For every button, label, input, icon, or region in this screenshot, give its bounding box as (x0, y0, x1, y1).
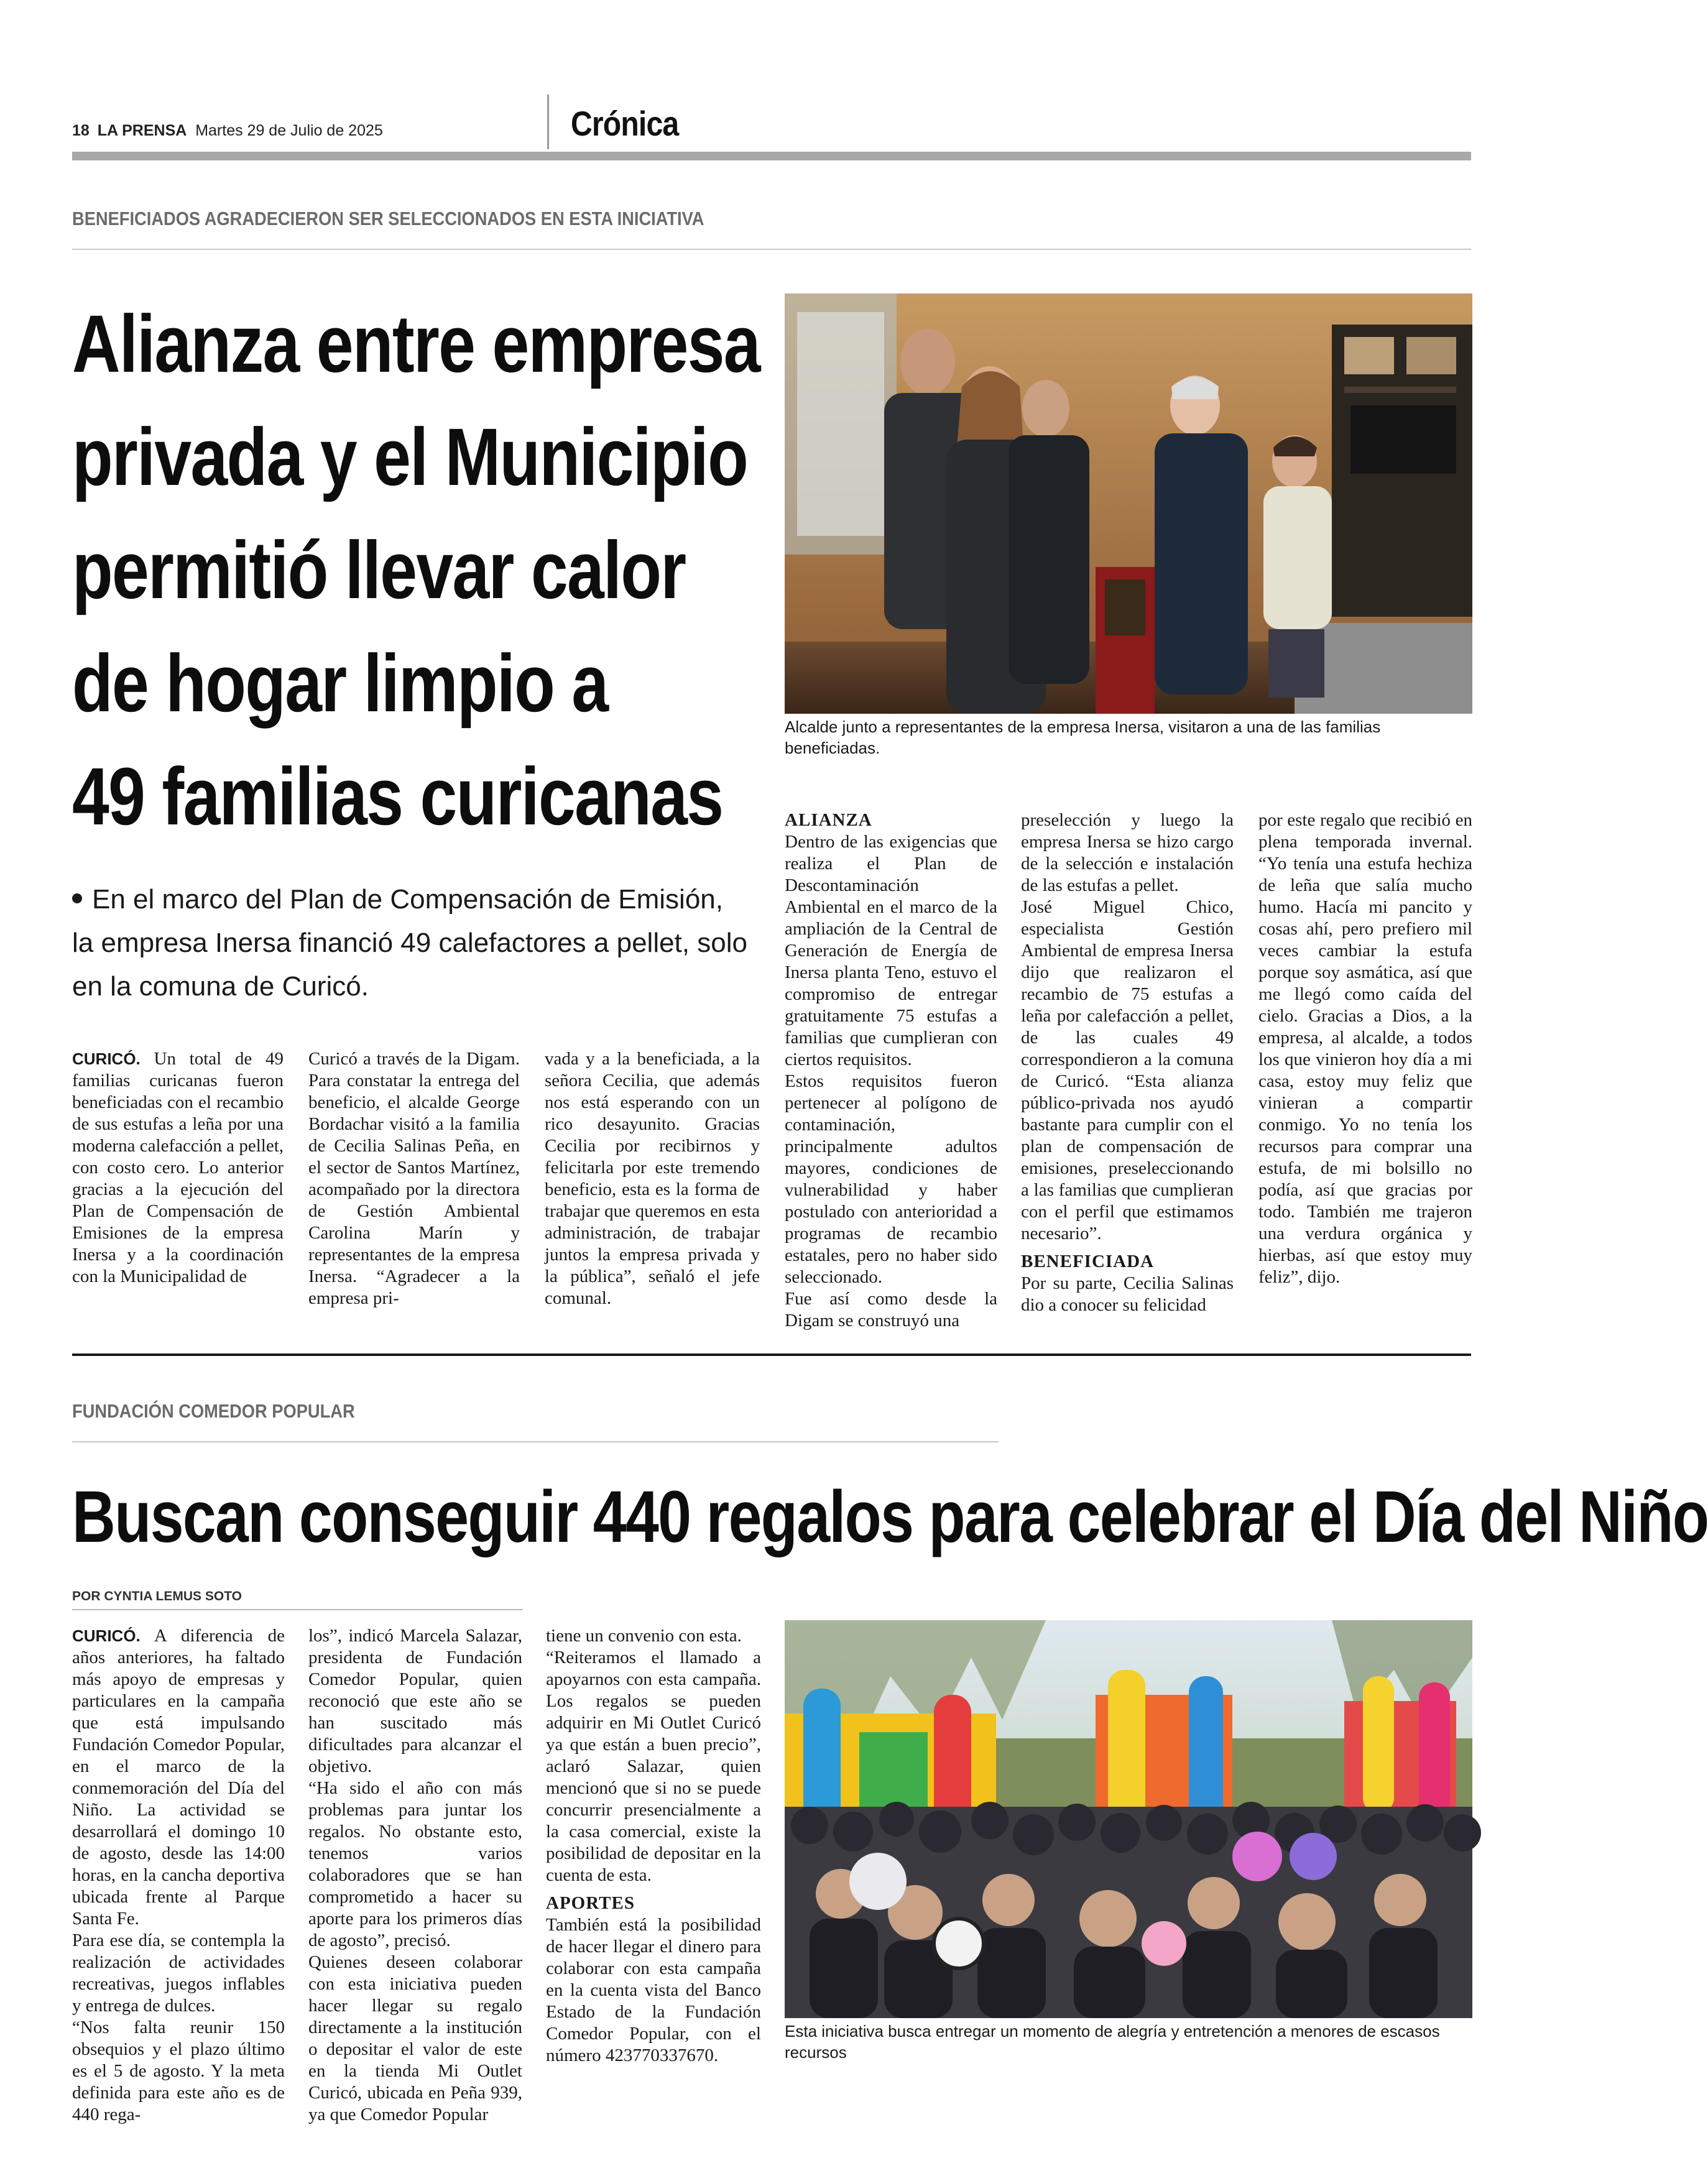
article1-kicker: BENEFICIADOS AGRADECIERON SER SELECCIONADOS EN ESTA INICIATIVA (72, 208, 704, 229)
article-divider (72, 1353, 1471, 1356)
paragraph: vada y a la beneficiada, a la señora Cecilia, que además nos está esperando con un rico desayunito. Gracias Cecilia por recibirnos y felicitarla por este tremendo beneficio, esta es la forma de trabajar que queremos en esta administración, de trabajar juntos la empresa privada y la pública”, señaló el jefe comunal. (545, 1049, 760, 1308)
article1-column-6 (1258, 809, 1472, 1288)
article1-dateline: CURICÓ. (72, 1049, 141, 1068)
article1-photo (785, 293, 1472, 714)
issue-date: Martes 29 de Julio de 2025 (195, 122, 383, 139)
paragraph: Para ese día, se contempla la realización de actividades recreativas, juegos inflables y entrega de dulces. (72, 1930, 285, 2016)
article1-caption: Alcalde junto a representantes de la empresa Inersa, visitaron a una de las familias beneficiadas. (785, 717, 1381, 757)
publication-name: LA PRENSA (97, 122, 187, 139)
paragraph: tiene un convenio con esta. (546, 1626, 742, 1646)
article2-photo-illustration (785, 1620, 1472, 2018)
article1-lead (72, 878, 750, 1008)
paragraph: Curicó a través de la Digam. Para constatar la entrega del beneficio, el alcalde George Bordachar visitó a la familia de Cecilia Salinas Peña, en el sector de Santos Martínez, acompañado por la directora de Gestión Ambiental Carolina Marín y representantes de la empresa Inersa. “Agradecer a la empresa pri- (308, 1049, 520, 1308)
article2-byline: POR CYNTIA LEMUS SOTO (72, 1589, 242, 1603)
masthead-separator (547, 95, 549, 149)
article1-column-1 (72, 1048, 284, 1288)
paragraph: “Reiteramos el llamado a apoyarnos con esta campaña. Los regalos se pueden adquirir en Mi Outlet Curicó ya que están a buen precio”, aclaró Salazar, quien mencionó que si no se puede concurrir presencialmente a la casa comercial, existe la posibilidad de depositar en la cuenta de esta. (546, 1648, 761, 1885)
paragraph: “Ha sido el año con más problemas para juntar los regalos. No obstante esto, tenemos varios colaboradores que se han comprometido a hacer su aporte para los primeros días de agosto”, precisó. (308, 1778, 522, 1950)
headline-line: permitió llevar calor (72, 524, 686, 616)
headline-line: privada y el Municipio (72, 411, 748, 502)
paragraph: Dentro de las exigencias que realiza el Plan de Descontaminación Ambiental en el marco de la ampliación de la Central de Generación de Energía de Inersa planta Teno, estuvo el compromiso de entregar gratuitamente 75 estufas a familias que cumplieran con ciertos requisitos. (785, 832, 997, 1069)
paragraph: José Miguel Chico, especialista Gestión Ambiental de empresa Inersa dijo que realizaron el recambio de 75 estufas a leña por calefacción a pellet, de las cuales 49 correspondieron a la comuna de Curicó. “Esta alianza público-privada nos ayudó bastante para cumplir con el plan de compensación de emisiones, preseleccionando a las familias que cumplieran con el perfil que estimamos necesario”. (1021, 897, 1234, 1243)
paragraph: por este regalo que recibió en plena temporada invernal. “Yo tenía una estufa hechiza de leña que salía mucho humo. Hacía mi pancito y cosas ahí, pero prefiero mil veces cambiar la estufa porque soy asmática, así que me llegó como caída del cielo. Gracias a Dios, a la empresa, al alcalde, a todos los que vinieron hoy día a mi casa, estoy muy feliz que vinieran a compartir conmigo. Yo no tenía los recursos para comprar una estufa, de mi bolsillo no podía, así que gracias por todo. También me trajeron una verdura orgánica y hierbas, así que estoy muy feliz”, dijo. (1258, 810, 1472, 1287)
article2-caption: Esta iniciativa busca entregar un momento de alegría y entretención a menores de escasos recursos (785, 2022, 1440, 2062)
paragraph: También está la posibilidad de hacer llegar el dinero para colaborar con esta campaña en la cuenta vista del Banco Estado de la Fundación Comedor Popular, con el número 423770337670. (546, 1915, 761, 2065)
article1-kicker-rule (72, 249, 1471, 250)
article2-column-1 (72, 1625, 285, 2126)
article2-headline: Buscan conseguir 440 regalos para celebrar el Día del Niño (72, 1476, 1708, 1558)
byline-rule (72, 1609, 523, 1610)
paragraph: Fue así como desde la Digam se construyó una (785, 1289, 997, 1330)
subheading-aportes: APORTES (546, 1893, 635, 1913)
headline-line: Alianza entre empresa (72, 298, 760, 389)
masthead-rule (72, 152, 1471, 160)
article2-column-2 (308, 1625, 522, 2126)
paragraph: Quienes deseen colaborar con esta iniciativa pueden hacer llegar su regalo directamente a la institución o depositar el valor de este en la tienda Mi Outlet Curicó, ubicada en Peña 939, ya que Comedor Popular (308, 1952, 522, 2124)
paragraph: “Nos falta reunir 150 obsequios y el plazo último es el 5 de agosto. Y la meta definida para este año es de 440 rega- (72, 2017, 285, 2124)
lead-text: En el marco del Plan de Compensación de Emisión, la empresa Inersa financió 49 calefactores a pellet, solo en la comuna de Curicó. (72, 884, 747, 1002)
article1-column-5 (1021, 809, 1234, 1316)
paragraph: A diferencia de años anteriores, ha faltado más apoyo de empresas y particulares en la campaña que está impulsando Fundación Comedor Popular, en el marco de la conmemoración del Día del Niño. La actividad se desarrollará el domingo 10 de agosto, desde las 14:00 horas, en la cancha deportiva ubicada frente al Parque Santa Fe. (72, 1626, 285, 1929)
article2-dateline: CURICÓ. (72, 1626, 141, 1645)
paragraph: Un total de 49 familias curicanas fueron beneficiadas con el recambio de sus estufas a leña por una moderna calefacción a pellet, con costo cero. Lo anterior gracias a la ejecución del Plan de Compensación de Emisiones de la empresa Inersa y a la coordinación con la Municipalidad de (72, 1049, 284, 1286)
paragraph: Por su parte, Cecilia Salinas dio a conocer su felicidad (1021, 1273, 1234, 1315)
article2-kicker-rule (72, 1441, 999, 1442)
paragraph: preselección y luego la empresa Inersa se hizo cargo de la selección e instalación de las estufas a pellet. (1021, 810, 1234, 895)
article1-column-2 (308, 1048, 520, 1309)
article1-column-4 (785, 809, 997, 1332)
subheading-alianza: ALIANZA (785, 810, 872, 830)
folio (72, 122, 383, 140)
bullet-icon (72, 893, 82, 903)
paragraph: Estos requisitos fueron pertenecer al polígono de contaminación, principalmente adultos mayores, condiciones de vulnerabilidad y haber postulado con anterioridad a programas de recambio estatales, pero no haber sido seleccionado. (785, 1071, 997, 1287)
headline-line: de hogar limpio a (72, 637, 608, 729)
page-number: 18 (72, 122, 90, 139)
article1-photo-illustration (785, 293, 1472, 714)
article2-column-3 (546, 1625, 761, 2067)
headline-line: 49 familias curicanas (72, 750, 723, 842)
subheading-beneficiada: BENEFICIADA (1021, 1252, 1155, 1271)
article1-column-3 (545, 1048, 760, 1309)
article2-photo (785, 1620, 1472, 2018)
section-title: Crónica (571, 104, 679, 143)
paragraph: los”, indicó Marcela Salazar, presidenta de Fundación Comedor Popular, quien reconoció que este año se han suscitado más dificultades para alcanzar el objetivo. (308, 1626, 522, 1776)
article1-headline (72, 287, 760, 853)
article2-kicker: FUNDACIÓN COMEDOR POPULAR (72, 1400, 355, 1422)
